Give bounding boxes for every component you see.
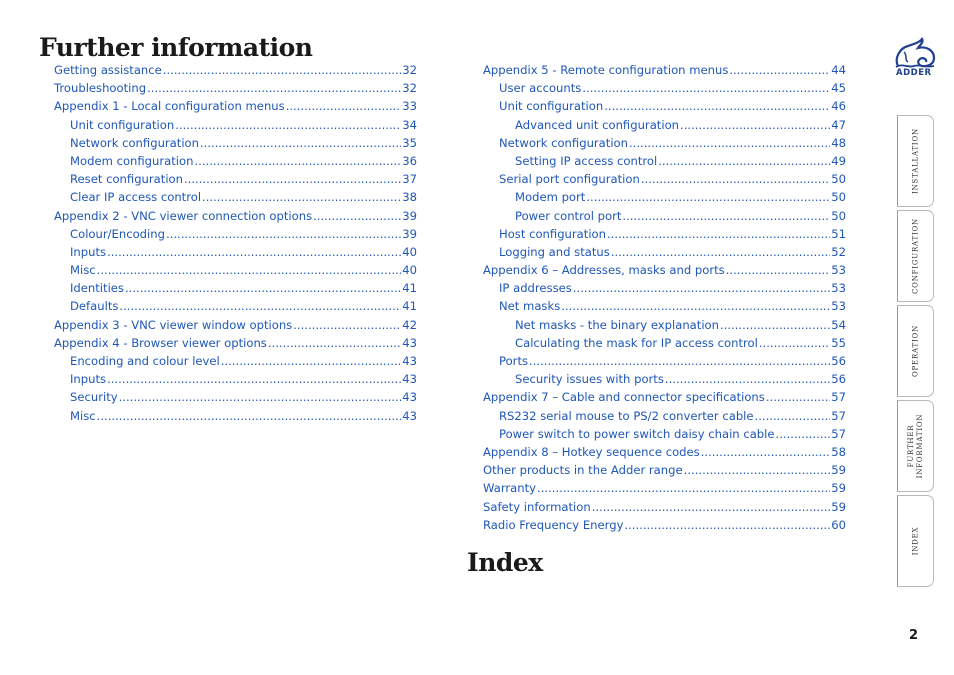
toc-entry-page: 57 [831,390,846,405]
toc-entry[interactable] [54,154,417,172]
toc-entry-page: 50 [831,190,846,205]
tab-label: INSTALLATION [911,128,919,194]
toc-entry-title: Appendix 2 - VNC viewer connection options [54,208,313,223]
toc-dot-leader [622,209,830,223]
toc-entry-page: 53 [831,281,846,296]
toc-entry[interactable] [483,318,846,336]
toc-dot-leader [611,245,830,259]
toc-entry-page: 32 [402,81,417,96]
toc-entry[interactable] [54,372,417,390]
toc-dot-leader [680,118,830,132]
toc-entry-page: 51 [831,226,846,241]
toc-entry[interactable] [54,190,417,208]
toc-dot-leader [200,136,401,150]
toc-entry-page: 59 [831,499,846,514]
toc-dot-leader [537,481,830,495]
toc-entry-page: 43 [402,335,417,350]
toc-dot-leader [268,336,401,350]
toc-dot-leader [107,245,401,259]
toc-entry-page: 41 [402,299,417,314]
toc-entry-page: 38 [402,190,417,205]
toc-entry[interactable] [54,81,417,99]
toc-entry-title: Appendix 8 – Hotkey sequence codes [483,444,700,459]
toc-entry[interactable] [483,409,846,427]
toc-entry-page: 50 [831,208,846,223]
toc-dot-leader [529,354,830,368]
toc-entry-title: Appendix 3 - VNC viewer window options [54,317,293,332]
section-title-further-information: Further information [39,33,313,62]
toc-entry-title: Appendix 5 - Remote configuration menus [483,63,729,77]
toc-entry-title: Security issues with ports [515,372,664,387]
toc-entry[interactable] [54,299,417,317]
toc-entry-title: Appendix 1 - Local configuration menus [54,99,285,114]
toc-entry[interactable] [483,463,846,481]
toc-entry-title: Warranty [483,481,537,496]
toc-entry-title: Calculating the mask for IP access control [515,335,758,350]
toc-entry-title: Net masks [499,299,561,314]
toc-entry[interactable] [483,245,846,263]
toc-entry[interactable] [54,336,417,354]
toc-entry-page: 43 [402,372,417,387]
toc-entry-title: Advanced unit configuration [515,117,680,132]
toc-entry[interactable] [483,263,846,281]
toc-entry-title: Network configuration [70,135,199,150]
toc-dot-leader [755,409,831,423]
toc-dot-leader [658,154,830,168]
toc-entry-page: 56 [831,372,846,387]
toc-dot-leader [729,63,830,77]
toc-dot-leader [766,390,830,404]
toc-entry-title: Power control port [515,208,622,223]
toc-entry[interactable] [483,81,846,99]
toc-entry[interactable] [483,500,846,518]
toc-dot-leader [607,227,830,241]
toc-entry[interactable] [483,427,846,445]
toc-entry[interactable] [54,409,417,427]
toc-entry-page: 48 [831,135,846,150]
toc-entry-page: 35 [402,135,417,150]
toc-entry[interactable] [54,354,417,372]
toc-dot-leader [684,463,831,477]
toc-entry-page: 53 [831,299,846,314]
toc-dot-leader [163,63,401,77]
toc-entry-title: User accounts [499,81,582,96]
toc-entry[interactable] [483,354,846,372]
toc-entry-page: 43 [402,390,417,405]
toc-entry-title: Network configuration [499,135,628,150]
toc-entry-title: Defaults [70,299,119,314]
toc-entry-page: 39 [402,208,417,223]
tab-label: INDEX [911,526,919,556]
toc-dot-leader [582,81,830,95]
toc-entry[interactable] [54,118,417,136]
toc-entry-page: 42 [402,317,417,332]
toc-entry-title: Net masks - the binary explanation [515,317,719,332]
tab-index[interactable] [897,495,934,587]
toc-entry-page: 59 [831,463,846,478]
toc-entry-title: Safety information [483,499,591,514]
toc-right-column [483,63,846,536]
toc-entry-title: Ports [499,354,529,368]
toc-entry[interactable] [483,336,846,354]
toc-entry-title: Logging and status [499,244,610,259]
toc-entry-page: 49 [831,153,846,168]
toc-entry-title: Other products in the Adder range [483,463,683,478]
toc-entry-title: Appendix 6 – Addresses, masks and ports [483,263,725,278]
toc-entry-page: 37 [402,172,417,187]
toc-entry-title: Encoding and colour level [70,354,220,368]
toc-dot-leader [147,81,401,95]
toc-entry-title: Clear IP access control [70,190,202,205]
toc-entry[interactable] [483,281,846,299]
toc-dot-leader [286,99,402,113]
toc-entry-page: 43 [402,408,417,423]
section-tabs [897,115,934,590]
tab-configuration[interactable] [897,210,934,302]
toc-entry-page: 32 [402,63,417,77]
toc-entry[interactable] [483,63,846,81]
toc-entry-title: Inputs [70,244,107,259]
toc-dot-leader [313,209,401,223]
toc-entry-title: Misc [70,263,96,278]
toc-entry[interactable] [483,299,846,317]
toc-dot-leader [97,263,402,277]
toc-entry-title: Host configuration [499,226,606,241]
toc-entry-title: Security [70,390,118,405]
toc-dot-leader [97,409,402,423]
toc-entry-page: 58 [831,444,846,459]
toc-entry[interactable] [483,209,846,227]
toc-dot-leader [561,299,830,313]
toc-entry-page: 44 [831,63,846,77]
toc-entry-page: 52 [831,244,846,259]
toc-dot-leader [701,445,831,459]
toc-dot-leader [665,372,830,386]
toc-dot-leader [119,390,402,404]
toc-entry[interactable] [483,518,846,536]
toc-dot-leader [720,318,830,332]
toc-entry-title: Setting IP access control [515,153,658,168]
tab-label: OPERATION [911,325,919,377]
toc-entry-page: 60 [831,517,846,532]
toc-entry[interactable] [54,281,417,299]
toc-entry[interactable] [54,227,417,245]
toc-entry[interactable] [54,263,417,281]
toc-entry-title: Radio Frequency Energy [483,517,624,532]
toc-entry[interactable] [483,118,846,136]
toc-dot-leader [624,518,830,532]
toc-dot-leader [194,154,401,168]
toc-dot-leader [573,281,830,295]
toc-entry[interactable] [483,190,846,208]
toc-entry[interactable] [54,318,417,336]
toc-entry-title: IP addresses [499,281,572,296]
toc-entry[interactable] [483,481,846,499]
toc-entry-title: Modem port [515,190,586,205]
toc-entry-page: 36 [402,153,417,168]
toc-entry-title: Inputs [70,372,107,387]
toc-dot-leader [293,318,401,332]
toc-entry[interactable] [54,136,417,154]
toc-entry[interactable] [483,390,846,408]
toc-entry[interactable] [483,172,846,190]
toc-dot-leader [641,172,830,186]
toc-entry-title: Appendix 4 - Browser viewer options [54,335,267,350]
toc-entry-title: RS232 serial mouse to PS/2 converter cable [499,408,754,423]
page-number: 2 [909,628,919,643]
toc-entry-page: 33 [402,99,417,114]
toc-entry-title: Reset configuration [70,172,183,187]
toc-entry-page: 40 [402,263,417,278]
toc-dot-leader [202,190,401,204]
tab-label: CONFIGURATION [911,218,919,294]
toc-dot-leader [726,263,831,277]
toc-entry[interactable] [54,63,417,81]
toc-entry-page: 34 [402,117,417,132]
toc-entry-page: 41 [402,281,417,296]
toc-entry-page: 59 [831,481,846,496]
toc-entry-page: 40 [402,244,417,259]
toc-entry-page: 46 [831,99,846,114]
toc-entry-title: Troubleshooting [54,81,147,96]
logo-wordmark: ADDER [896,68,932,78]
toc-dot-leader [184,172,401,186]
toc-entry-page: 39 [402,226,417,241]
toc-entry-page: 57 [831,426,846,441]
toc-entry[interactable] [54,172,417,190]
toc-entry-page: 47 [831,117,846,132]
toc-entry[interactable] [54,209,417,227]
toc-dot-leader [604,99,830,113]
toc-entry[interactable] [483,99,846,117]
toc-dot-leader [586,190,830,204]
toc-entry-title: Unit configuration [70,117,175,132]
toc-entry-title: Misc [70,408,96,423]
toc-dot-leader [119,299,401,313]
toc-entry-title: Identities [70,281,124,296]
toc-entry-title: Modem configuration [70,153,194,168]
toc-dot-leader [175,118,401,132]
tab-installation[interactable] [897,115,934,207]
tab-operation[interactable] [897,305,934,397]
toc-dot-leader [166,227,401,241]
toc-entry-title: Colour/Encoding [70,226,165,241]
toc-entry-page: 45 [831,81,846,96]
toc-dot-leader [107,372,401,386]
toc-entry-title: Power switch to power switch daisy chain cable [499,426,775,441]
toc-entry-page: 55 [831,335,846,350]
toc-entry[interactable] [54,245,417,263]
toc-entry[interactable] [483,154,846,172]
toc-entry-page: 50 [831,172,846,187]
section-title-index: Index [467,548,543,577]
toc-entry-page: 43 [402,354,417,368]
toc-dot-leader [221,354,401,368]
tab-further-information[interactable] [897,400,934,492]
toc-dot-leader [759,336,830,350]
toc-entry[interactable] [483,445,846,463]
toc-entry-title: Getting assistance [54,63,162,77]
toc-dot-leader [776,427,831,441]
toc-entry-title: Serial port configuration [499,172,640,187]
toc-entry[interactable] [483,227,846,245]
toc-dot-leader [592,500,831,514]
toc-left-column [54,63,417,427]
adder-logo [890,36,940,80]
toc-entry[interactable] [54,390,417,408]
toc-entry-page: 53 [831,263,846,278]
toc-entry-title: Appendix 7 – Cable and connector specifications [483,390,765,405]
toc-entry-title: Unit configuration [499,99,604,114]
toc-entry[interactable] [54,99,417,117]
toc-dot-leader [125,281,401,295]
toc-entry-page: 56 [831,354,846,368]
toc-entry-page: 57 [831,408,846,423]
tab-label: FURTHER INFORMATION [906,413,924,479]
toc-entry-page: 54 [831,317,846,332]
toc-entry[interactable] [483,372,846,390]
toc-dot-leader [629,136,830,150]
toc-entry[interactable] [483,136,846,154]
